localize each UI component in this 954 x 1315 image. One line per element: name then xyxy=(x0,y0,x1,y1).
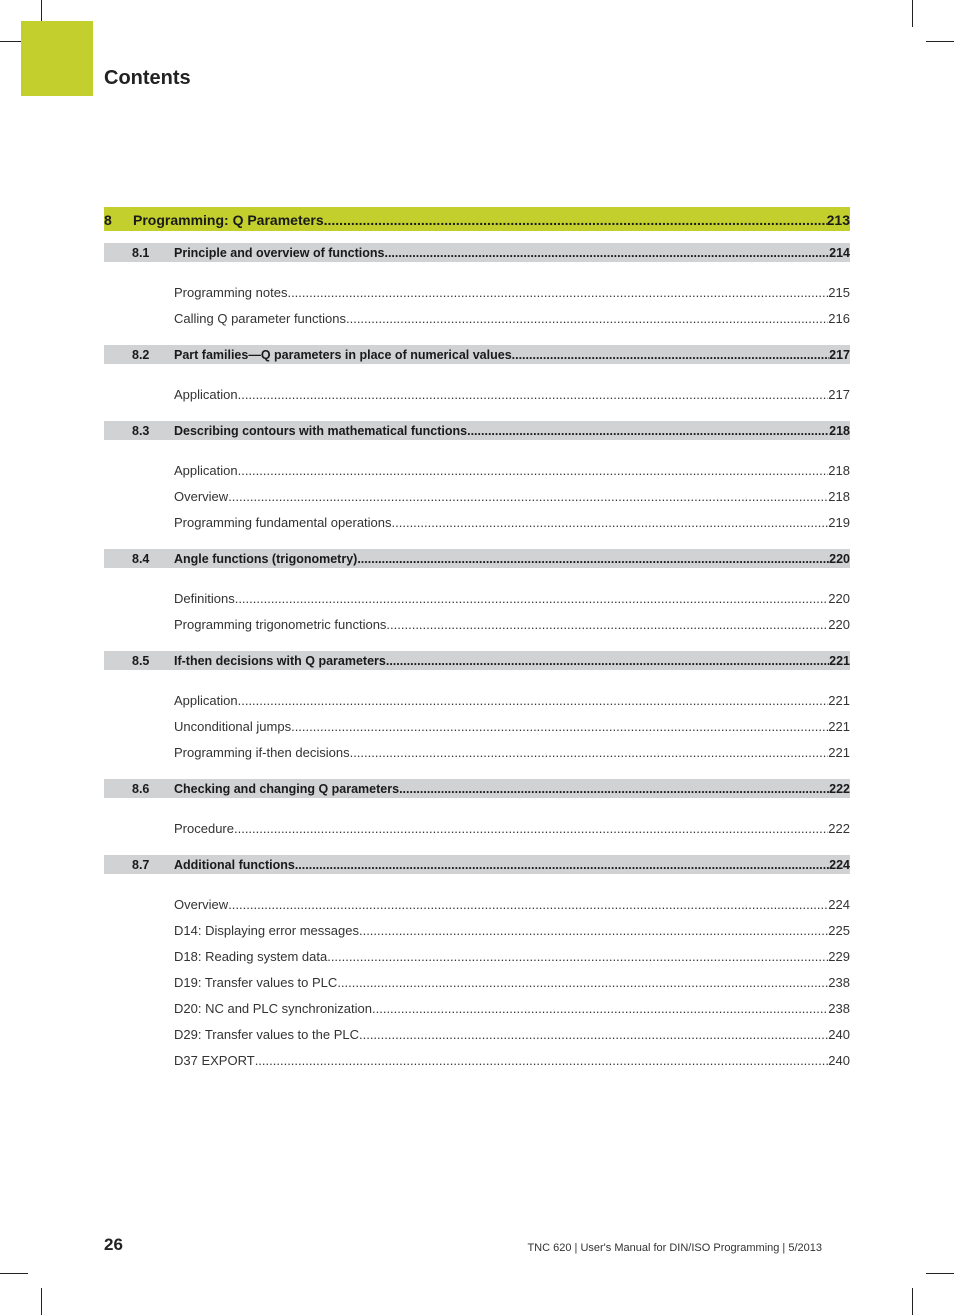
section-page: 217 xyxy=(829,347,850,362)
section-title: If-then decisions with Q parameters xyxy=(174,653,386,668)
toc-section-row[interactable] xyxy=(104,855,850,874)
toc-section-row[interactable] xyxy=(104,549,850,568)
crop-mark xyxy=(41,1288,42,1315)
toc-entry-row[interactable] xyxy=(104,891,850,917)
dot-leader xyxy=(392,515,829,530)
crop-mark xyxy=(912,0,913,27)
entry-title: Calling Q parameter functions xyxy=(174,310,346,326)
entry-title: Programming if-then decisions xyxy=(174,744,350,760)
entry-title: Application xyxy=(174,692,238,708)
chapter-title: Programming: Q Parameters xyxy=(133,212,324,228)
toc-entry-row[interactable] xyxy=(104,969,850,995)
entry-page: 218 xyxy=(828,488,850,504)
table-of-contents xyxy=(104,207,850,1087)
dot-leader xyxy=(255,1053,829,1068)
dot-leader xyxy=(291,719,828,734)
dot-leader xyxy=(386,617,828,632)
entry-page: 218 xyxy=(828,462,850,478)
section-number: 8.2 xyxy=(132,347,150,362)
entry-page: 238 xyxy=(828,974,850,990)
toc-entry-row[interactable] xyxy=(104,687,850,713)
section-number: 8.7 xyxy=(132,857,150,872)
section-page: 224 xyxy=(829,857,850,872)
dot-leader xyxy=(337,975,828,990)
entry-title: Programming trigonometric functions xyxy=(174,616,387,632)
section-title: Principle and overview of functions xyxy=(174,245,385,260)
toc-entry-row[interactable] xyxy=(104,943,850,969)
entry-page: 240 xyxy=(828,1052,850,1068)
dot-leader xyxy=(350,745,829,760)
entry-title: Programming fundamental operations xyxy=(174,514,392,530)
entry-page: 219 xyxy=(828,514,850,530)
toc-section-row[interactable] xyxy=(104,779,850,798)
dot-leader xyxy=(359,923,828,938)
entry-title: Overview xyxy=(174,896,229,912)
entry-page: 221 xyxy=(828,718,850,734)
entry-page: 220 xyxy=(828,590,850,606)
dot-leader xyxy=(346,311,828,326)
entry-title: Unconditional jumps xyxy=(174,718,292,734)
section-page: 214 xyxy=(829,245,850,260)
crop-mark xyxy=(0,1273,28,1274)
toc-entry-row[interactable] xyxy=(104,509,850,535)
section-number: 8.3 xyxy=(132,423,150,438)
toc-entry-row[interactable] xyxy=(104,815,850,841)
entry-title: D29: Transfer values to the PLC xyxy=(174,1026,359,1042)
entry-title: Programming notes xyxy=(174,284,288,300)
toc-section-row[interactable] xyxy=(104,421,850,440)
entry-page: 217 xyxy=(828,386,850,402)
section-number: 8.6 xyxy=(132,781,150,796)
entry-page: 224 xyxy=(828,896,850,912)
toc-section-row[interactable] xyxy=(104,243,850,262)
dot-leader xyxy=(228,897,828,912)
chapter-number: 8 xyxy=(104,212,112,228)
section-number: 8.5 xyxy=(132,653,150,668)
dot-leader xyxy=(359,1027,828,1042)
entry-title: Application xyxy=(174,386,238,402)
toc-entry-row[interactable] xyxy=(104,279,850,305)
crop-mark xyxy=(926,41,954,42)
dot-leader xyxy=(327,949,828,964)
entry-title: Overview xyxy=(174,488,229,504)
entry-page: 225 xyxy=(828,922,850,938)
toc-entry-row[interactable] xyxy=(104,995,850,1021)
entry-page: 229 xyxy=(828,948,850,964)
toc-entry-row[interactable] xyxy=(104,305,850,331)
entry-title: D18: Reading system data xyxy=(174,948,328,964)
dot-leader xyxy=(287,285,828,300)
dot-leader xyxy=(238,463,829,478)
dot-leader xyxy=(512,348,830,362)
entry-page: 221 xyxy=(828,692,850,708)
dot-leader xyxy=(386,654,829,668)
toc-sections xyxy=(104,243,850,1087)
section-number: 8.1 xyxy=(132,245,150,260)
toc-entry-row[interactable] xyxy=(104,1047,850,1073)
section-page: 221 xyxy=(829,653,850,668)
toc-entry-row[interactable] xyxy=(104,483,850,509)
entry-page: 216 xyxy=(828,310,850,326)
dot-leader xyxy=(467,424,829,438)
toc-entry-row[interactable] xyxy=(104,917,850,943)
entry-title: Definitions xyxy=(174,590,235,606)
dot-leader xyxy=(384,246,829,260)
section-number: 8.4 xyxy=(132,551,150,566)
section-title: Angle functions (trigonometry) xyxy=(174,551,358,566)
dot-leader xyxy=(235,591,829,606)
footer-text: TNC 620 | User's Manual for DIN/ISO Programming | 5/2013 xyxy=(527,1242,822,1254)
section-page: 222 xyxy=(829,781,850,796)
toc-entry-row[interactable] xyxy=(104,381,850,407)
section-title: Part families—Q parameters in place of numerical values xyxy=(174,347,512,362)
dot-leader xyxy=(228,489,828,504)
entry-page: 238 xyxy=(828,1000,850,1016)
entry-page: 215 xyxy=(828,284,850,300)
toc-entry-row[interactable] xyxy=(104,457,850,483)
toc-section-row[interactable] xyxy=(104,651,850,670)
toc-entry-row[interactable] xyxy=(104,713,850,739)
dot-leader xyxy=(372,1001,828,1016)
entry-title: D14: Displaying error messages xyxy=(174,922,359,938)
entry-title: Application xyxy=(174,462,238,478)
toc-chapter-row[interactable] xyxy=(104,207,850,231)
dot-leader xyxy=(238,387,829,402)
entry-title: D37 EXPORT xyxy=(174,1052,255,1068)
chapter-page: 213 xyxy=(826,212,850,228)
entry-page: 221 xyxy=(828,744,850,760)
crop-mark xyxy=(912,1288,913,1315)
dot-leader xyxy=(399,782,829,796)
section-page: 218 xyxy=(829,423,850,438)
page-number: 26 xyxy=(104,1235,123,1254)
entry-title: D19: Transfer values to PLC xyxy=(174,974,338,990)
section-title: Describing contours with mathematical functions xyxy=(174,423,468,438)
entry-page: 240 xyxy=(828,1026,850,1042)
accent-block xyxy=(21,21,93,96)
toc-entry-row[interactable] xyxy=(104,739,850,765)
toc-section-row[interactable] xyxy=(104,345,850,364)
entry-page: 222 xyxy=(828,820,850,836)
section-page: 220 xyxy=(829,551,850,566)
toc-entry-row[interactable] xyxy=(104,611,850,637)
section-title: Checking and changing Q parameters xyxy=(174,781,400,796)
entry-title: D20: NC and PLC synchronization xyxy=(174,1000,372,1016)
entry-title: Procedure xyxy=(174,820,234,836)
toc-entry-row[interactable] xyxy=(104,1021,850,1047)
page-title: Contents xyxy=(104,67,191,89)
entry-page: 220 xyxy=(828,616,850,632)
dot-leader xyxy=(238,693,829,708)
dot-leader xyxy=(357,552,829,566)
crop-mark xyxy=(926,1273,954,1274)
dot-leader xyxy=(295,858,829,872)
dot-leader xyxy=(324,212,827,228)
section-title: Additional functions xyxy=(174,857,295,872)
dot-leader xyxy=(234,821,828,836)
toc-entry-row[interactable] xyxy=(104,585,850,611)
